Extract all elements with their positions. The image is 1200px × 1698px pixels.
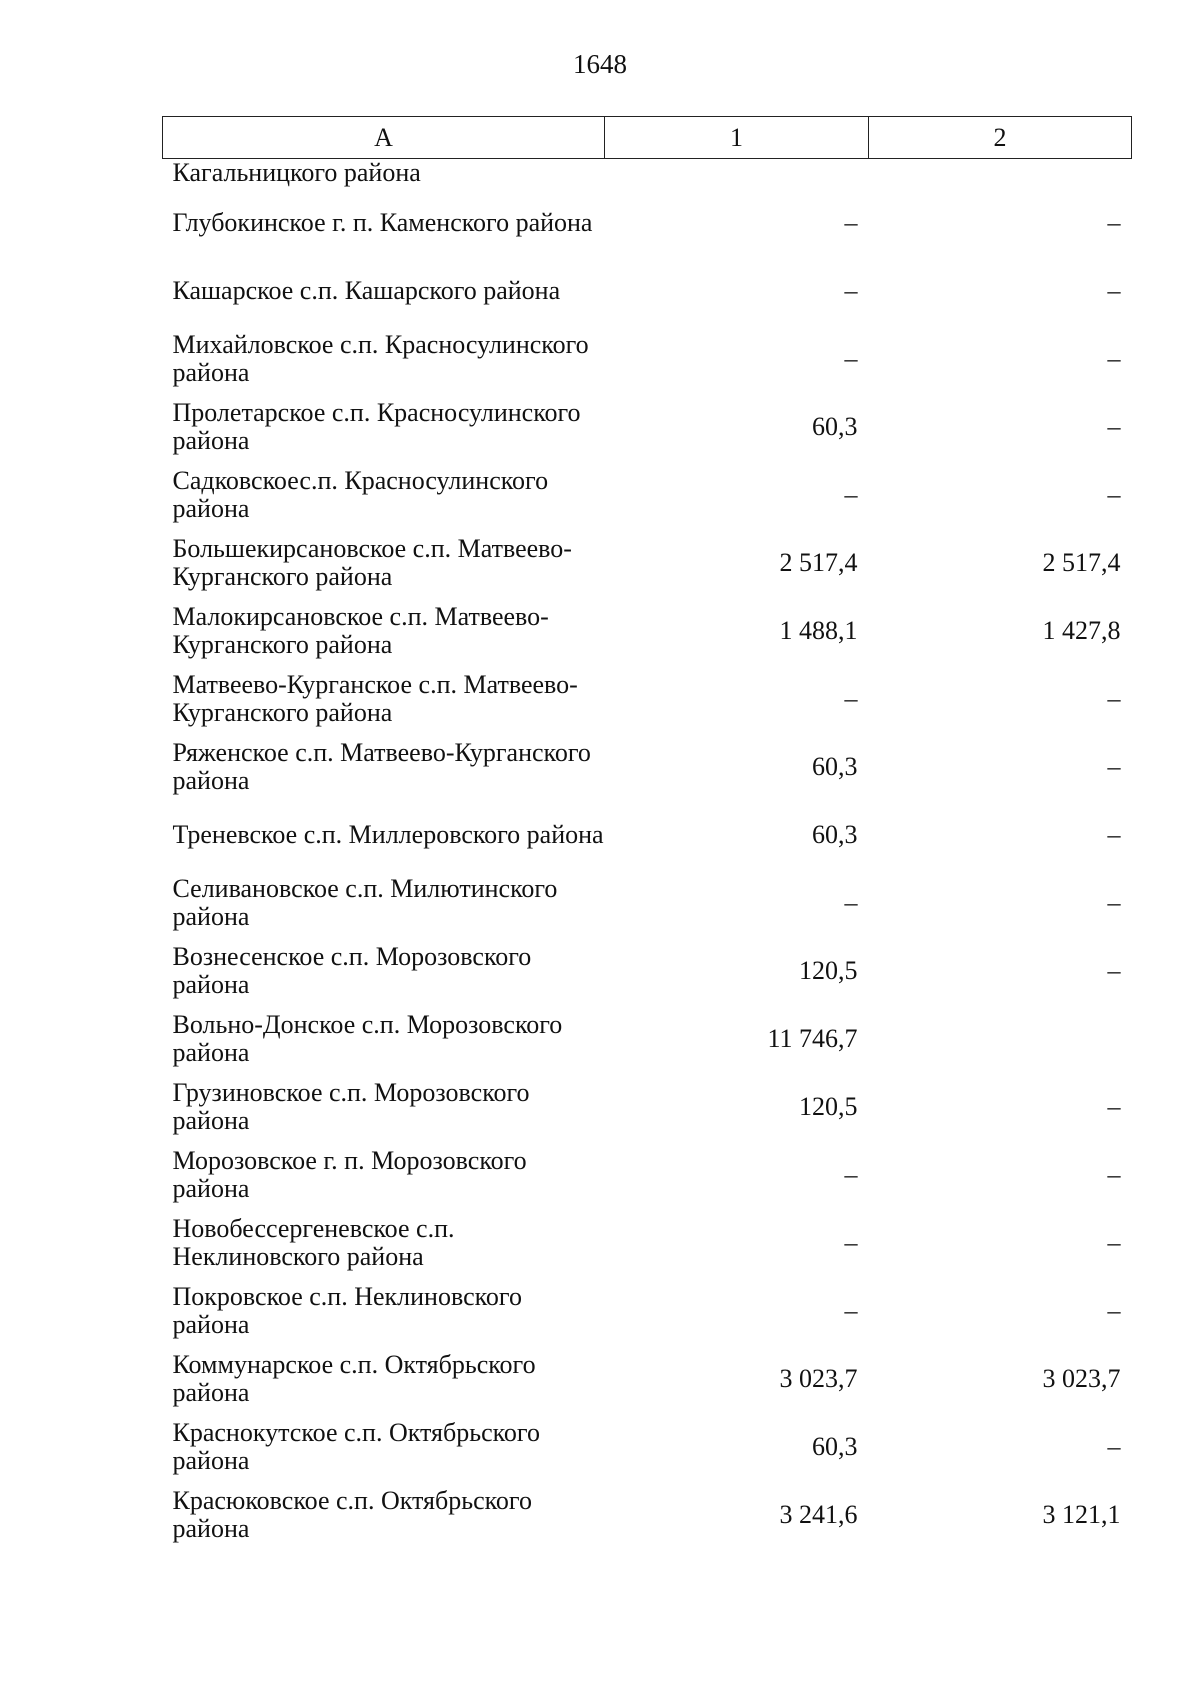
row-value-col1: 3 241,6: [779, 1500, 858, 1529]
row-name: Краснокутское с.п. Октябрьского района: [172, 1418, 540, 1475]
row-value-col1: –: [844, 344, 858, 373]
row-name: Покровское с.п. Неклиновского района: [172, 1282, 522, 1339]
data-table: [162, 116, 1132, 1549]
table-row: [163, 461, 1132, 529]
row-name: Новобессергеневское с.п. Неклиновского района: [172, 1214, 455, 1271]
table-row: [163, 189, 1132, 257]
row-value-col2: –: [1107, 1092, 1121, 1121]
row-value-col2: –: [1107, 1160, 1121, 1189]
row-value-col2: –: [1107, 956, 1121, 985]
row-name: Треневское с.п. Миллеровского района: [172, 820, 604, 849]
row-value-col2: –: [1107, 276, 1121, 305]
table-row: [163, 1345, 1132, 1413]
table-row: [163, 1209, 1132, 1277]
row-name: Матвеево-Курганское с.п. Матвеево-Курганского района: [172, 670, 578, 727]
row-name: Большекирсановское с.п. Матвеево-Курганского района: [172, 534, 572, 591]
row-value-col2: 2 517,4: [1042, 548, 1121, 577]
row-value-col1: 60,3: [812, 820, 858, 849]
row-value-col1: 3 023,7: [779, 1364, 858, 1393]
table-row: [163, 325, 1132, 393]
row-value-col1: 2 517,4: [779, 548, 858, 577]
row-value-col2: 3 121,1: [1042, 1500, 1121, 1529]
row-value-col1: –: [844, 276, 858, 305]
row-value-col1: 1 488,1: [779, 616, 858, 645]
row-value-col1: 60,3: [812, 412, 858, 441]
row-value-col2: –: [1107, 888, 1121, 917]
row-name: Ряженское с.п. Матвеево-Курганского района: [172, 738, 591, 795]
header-col-1: 1: [605, 117, 869, 159]
row-value-col2: –: [1107, 820, 1121, 849]
table-row: [163, 733, 1132, 801]
row-value-col2: –: [1107, 1296, 1121, 1325]
row-value-col2: –: [1107, 412, 1121, 441]
row-name: Вольно-Донское с.п. Морозовского района: [172, 1010, 563, 1067]
row-name: Кашарское с.п. Кашарского района: [172, 276, 561, 305]
table-row: [163, 597, 1132, 665]
row-name: Красюковское с.п. Октябрьского района: [172, 1486, 532, 1543]
row-name: Садковскоес.п. Красносулинского района: [172, 466, 549, 523]
table-row: [163, 937, 1132, 1005]
row-value-col1: 120,5: [799, 956, 858, 985]
table-row: [163, 665, 1132, 733]
row-name: Малокирсановское с.п. Матвеево-Курганского района: [172, 602, 549, 659]
row-value-col1: 11 746,7: [767, 1024, 858, 1053]
table-row: [163, 1073, 1132, 1141]
row-value-col1: –: [844, 1160, 858, 1189]
continuation-text: Кагальницкого района: [172, 158, 421, 187]
table-row: [163, 1141, 1132, 1209]
row-value-col1: –: [844, 480, 858, 509]
row-value-col2: –: [1107, 1228, 1121, 1257]
row-value-col1: –: [844, 208, 858, 237]
header-col-2: 2: [869, 117, 1132, 159]
table-row: [163, 529, 1132, 597]
table-row: [163, 1481, 1132, 1549]
row-value-col2: –: [1107, 684, 1121, 713]
row-name: Коммунарское с.п. Октябрьского района: [172, 1350, 536, 1407]
row-value-col2: –: [1107, 344, 1121, 373]
row-name: Михайловское с.п. Красносулинского района: [172, 330, 589, 387]
table-row: [163, 1005, 1132, 1073]
row-name: Морозовское г. п. Морозовского района: [172, 1146, 527, 1203]
row-value-col2: –: [1107, 752, 1121, 781]
row-value-col1: 60,3: [812, 752, 858, 781]
table-row: [163, 801, 1132, 869]
table-row: [163, 1277, 1132, 1345]
table-row: [163, 257, 1132, 325]
row-value-col1: 60,3: [812, 1432, 858, 1461]
row-name: Пролетарское с.п. Красносулинского района: [172, 398, 581, 455]
row-name: Вознесенское с.п. Морозовского района: [172, 942, 532, 999]
table-body: [163, 159, 1132, 1550]
row-value-col1: 120,5: [799, 1092, 858, 1121]
row-value-col2: –: [1107, 208, 1121, 237]
page-number: 1648: [573, 49, 627, 79]
header-col-a: А: [163, 117, 605, 159]
row-value-col2: [869, 1005, 1132, 1073]
table-header: [163, 117, 1132, 159]
continuation-row: [163, 159, 1132, 190]
row-value-col1: –: [844, 1228, 858, 1257]
row-value-col2: 1 427,8: [1042, 616, 1121, 645]
row-name: Глубокинское г. п. Каменского района: [172, 208, 593, 237]
row-value-col1: –: [844, 888, 858, 917]
table-row: [163, 1413, 1132, 1481]
row-value-col1: –: [844, 1296, 858, 1325]
row-name: Селивановское с.п. Милютинского района: [172, 874, 558, 931]
table-row: [163, 869, 1132, 937]
row-value-col2: –: [1107, 480, 1121, 509]
table-row: [163, 393, 1132, 461]
row-value-col2: –: [1107, 1432, 1121, 1461]
header-row: [163, 117, 1132, 159]
row-name: Грузиновское с.п. Морозовского района: [172, 1078, 530, 1135]
row-value-col2: 3 023,7: [1042, 1364, 1121, 1393]
row-value-col1: –: [844, 684, 858, 713]
